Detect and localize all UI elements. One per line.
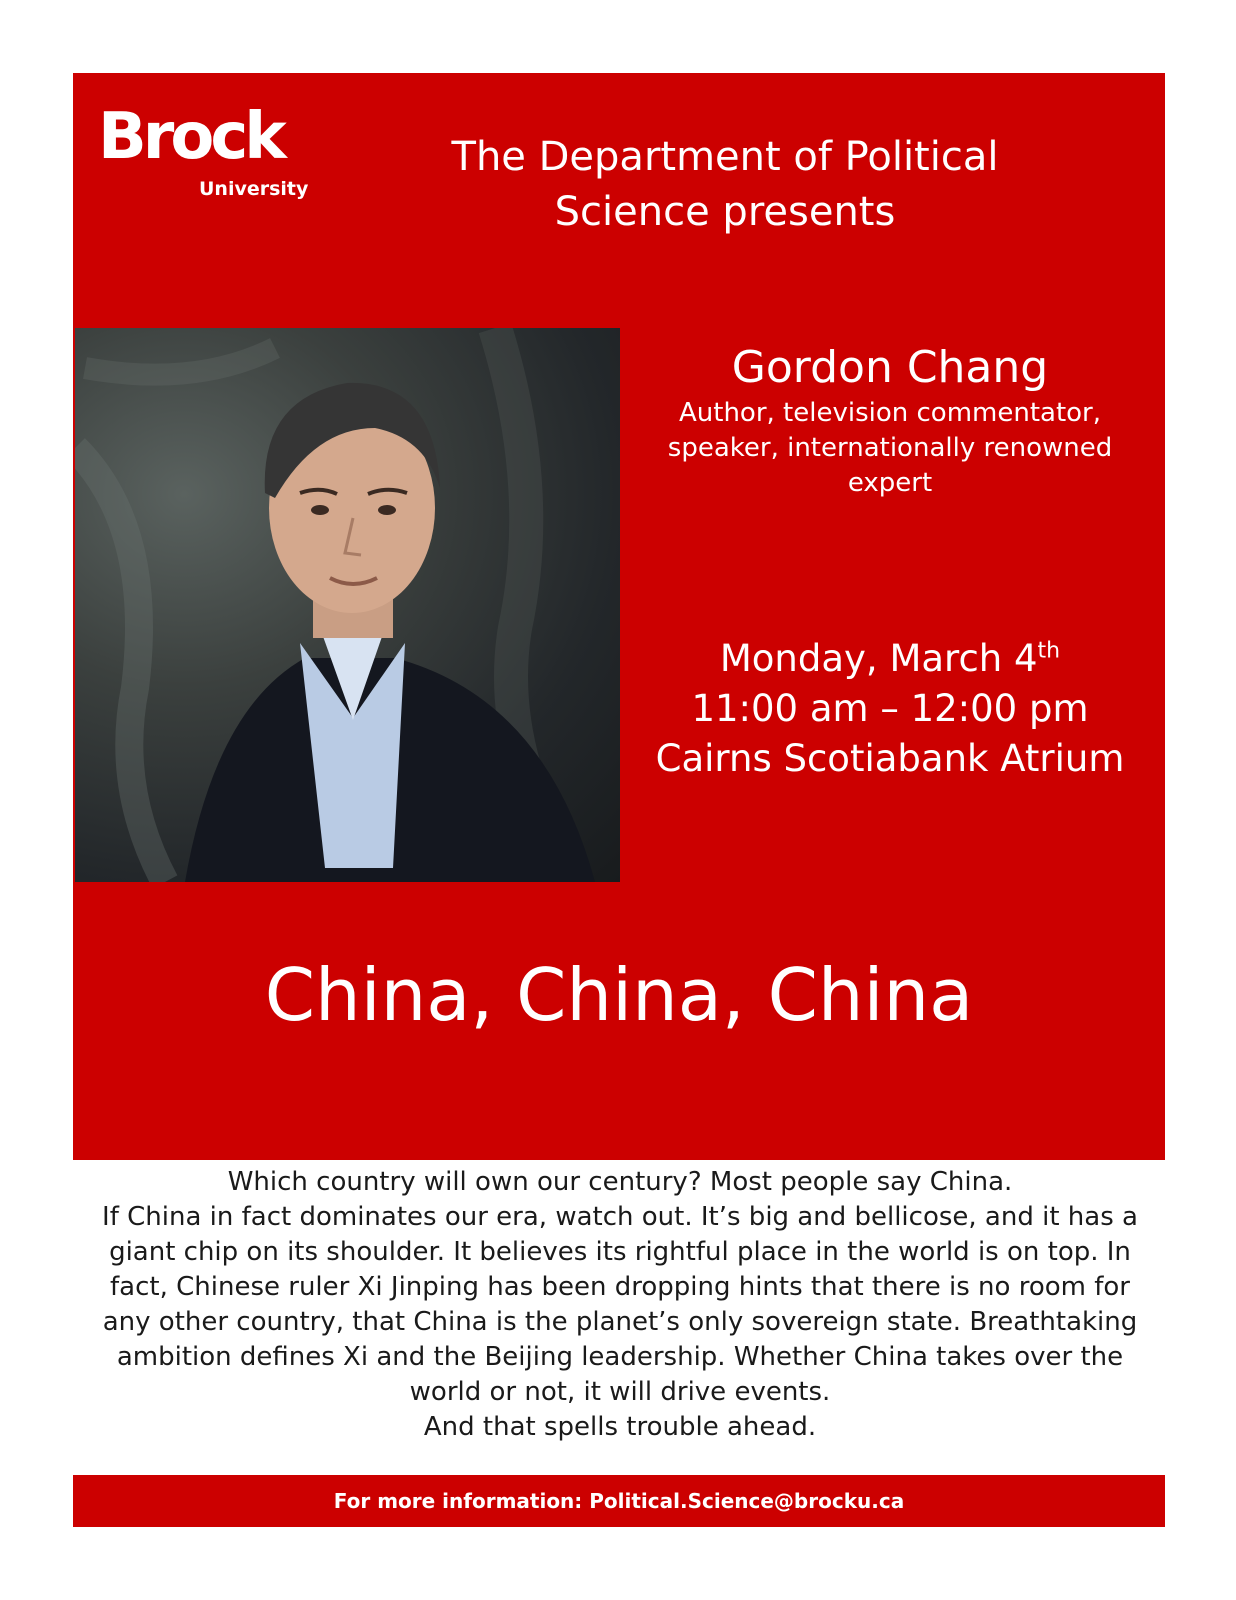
footer-contact-text: For more information: Political.Science@brocku.ca (333, 1489, 905, 1513)
event-location: Cairns Scotiabank Atrium (655, 737, 1125, 780)
speaker-photo (75, 328, 620, 882)
event-time: 11:00 am – 12:00 pm (691, 687, 1089, 730)
footer-contact-bar (73, 1475, 1165, 1527)
presenter-heading: The Department of Political Science presents (451, 134, 999, 235)
description-paragraph: And that spells trouble ahead. (423, 1412, 817, 1442)
brock-university-logo (73, 73, 325, 225)
event-date-suffix: th (1037, 638, 1061, 664)
event-title: China, China, China (264, 953, 974, 1037)
description-paragraph: Which country will own our century? Most people say China. (227, 1167, 1013, 1197)
event-details (630, 634, 1150, 784)
speaker-description: Author, television commentator, speaker, internationally renowned expert (667, 398, 1113, 498)
event-date (630, 634, 1150, 684)
speaker-name: Gordon Chang (731, 342, 1049, 393)
event-description (95, 1165, 1145, 1445)
logo-subtitle: University (199, 178, 309, 200)
logo-wordmark: Brock (98, 100, 283, 174)
event-date-text: Monday, March 4 (719, 637, 1038, 680)
description-paragraph: If China in fact dominates our era, watch out. It’s big and bellicose, and it has a giant chip on its shoulder. It believes its rightful place in the world is on top. In fact, Chinese ruler Xi Jinping has been dropping hints that there is no room for any other country, that China is the planet’s only sovereign state. Breathtaking ambition defines Xi and the Beijing leadership. Whether China takes over the world or not, it will drive events. (102, 1202, 1138, 1407)
